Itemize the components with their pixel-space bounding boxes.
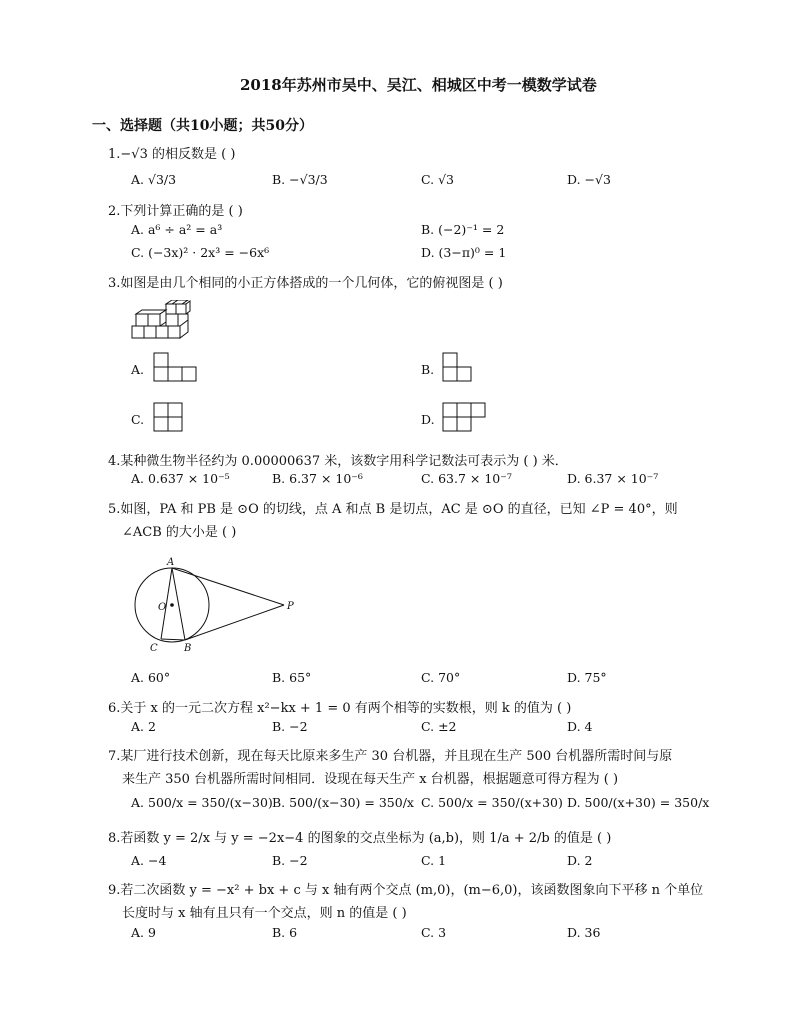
q4-option-d: D. 6.37 × 10⁻⁷: [567, 471, 659, 486]
label-a: A: [167, 557, 175, 568]
q3-option-c: C.: [131, 412, 145, 427]
q4-option-a: A. 0.637 × 10⁻⁵: [131, 471, 230, 486]
q3-option-b-figure: [441, 351, 475, 383]
q7-option-c: C. 500/x = 350/(x+30): [421, 795, 563, 810]
q6-option-c: C. ±2: [421, 719, 457, 734]
q6-option-a: A. 2: [131, 719, 156, 734]
q3-option-d-figure: [441, 401, 491, 433]
q3-option-c-figure: [152, 401, 186, 433]
q1-option-b: B. −√3/3: [272, 172, 328, 187]
label-p: P: [287, 601, 294, 612]
q3-option-a: A.: [131, 362, 145, 377]
question-9-stem-line2: 长度时与 x 轴有且只有一个交点，则 n 的值是 ( ): [122, 906, 407, 921]
question-8: 8.若函数 y = 2/x 与 y = −2x−4 的图象的交点坐标为 (a,b)，则 1/a + 2/b 的值是 ( ): [108, 831, 612, 846]
question-5-stem-line2: ∠ACB 的大小是 ( ): [122, 525, 237, 540]
question-1: 1.−√3 的相反数是 ( ): [108, 147, 236, 162]
q8-option-b: B. −2: [272, 853, 308, 868]
q9-option-a: A. 9: [131, 925, 156, 940]
q6-option-d: D. 4: [567, 719, 593, 734]
q6-option-b: B. −2: [272, 719, 308, 734]
question-2: 2.下列计算正确的是 ( ): [108, 204, 243, 219]
q4-option-b: B. 6.37 × 10⁻⁶: [272, 471, 363, 486]
q5-option-d: D. 75°: [567, 670, 607, 685]
q9-option-d: D. 36: [567, 925, 601, 940]
q1-option-c: C. √3: [421, 172, 454, 187]
q2-option-c: C. (−3x)² · 2x³ = −6x⁶: [131, 245, 270, 260]
question-4: 4.某种微生物半径约为 0.00000637 米，该数字用科学记数法可表示为 ( ) 米．: [108, 454, 568, 469]
q2-option-b: B. (−2)⁻¹ = 2: [421, 222, 505, 237]
q9-option-b: B. 6: [272, 925, 298, 940]
q2-option-a: A. a⁶ ÷ a² = a³: [131, 222, 223, 237]
q9-option-c: C. 3: [421, 925, 447, 940]
q5-option-b: B. 65°: [272, 670, 312, 685]
section-heading: 一、选择题（共10小题；共50分）: [92, 118, 313, 134]
q8-option-d: D. 2: [567, 853, 593, 868]
q3-option-d: D.: [421, 412, 435, 427]
q5-option-a: A. 60°: [131, 670, 171, 685]
q3-option-b: B.: [421, 362, 435, 377]
question-9: 9.若二次函数 y = −x² + bx + c 与 x 轴有两个交点 (m,0)，(m−6,0)，该函数图象向下平移 n 个单位: [108, 883, 704, 898]
q8-option-a: A. −4: [131, 853, 167, 868]
q7-option-b: B. 500/(x−30) = 350/x: [272, 795, 414, 810]
question-1-stem: −√3 的相反数是 ( ): [120, 147, 236, 162]
q5-option-c: C. 70°: [421, 670, 461, 685]
q2-option-d: D. (3−π)⁰ = 1: [421, 245, 507, 260]
label-c: C: [150, 643, 158, 654]
q1-option-a: A. √3/3: [131, 172, 177, 187]
question-3: 3.如图是由几个相同的小正方体搭成的一个几何体，它的俯视图是 ( ): [108, 276, 503, 291]
question-7-stem-line2: 来生产 350 台机器所需时间相同．设现在每天生产 x 台机器，根据题意可得方程为 ( ): [122, 772, 619, 787]
label-b: B: [184, 643, 192, 654]
page-title: 2018年苏州市吴中、吴江、相城区中考一模数学试卷: [240, 76, 597, 94]
question-5: 5.如图，PA 和 PB 是 ⊙O 的切线，点 A 和点 B 是切点，AC 是 ⊙O 的直径，已知 ∠P = 40°，则: [108, 502, 678, 517]
q7-option-a: A. 500/x = 350/(x−30): [131, 795, 273, 810]
question-6: 6.关于 x 的一元二次方程 x²−kx + 1 = 0 有两个相等的实数根，则 k 的值为 ( ): [108, 701, 572, 716]
label-o: O: [158, 602, 167, 613]
cube-solid-figure: [130, 300, 192, 342]
q7-option-d: D. 500/(x+30) = 350/x: [567, 795, 710, 810]
q8-option-c: C. 1: [421, 853, 447, 868]
q1-option-d: D. −√3: [567, 172, 611, 187]
q3-option-a-figure: [152, 351, 200, 383]
question-7: 7.某厂进行技术创新，现在每天比原来多生产 30 台机器，并且现在生产 500 台机器所需时间与原: [108, 749, 673, 764]
q4-option-c: C. 63.7 × 10⁻⁷: [421, 471, 512, 486]
q5-circle-tangent-figure: [125, 555, 300, 655]
